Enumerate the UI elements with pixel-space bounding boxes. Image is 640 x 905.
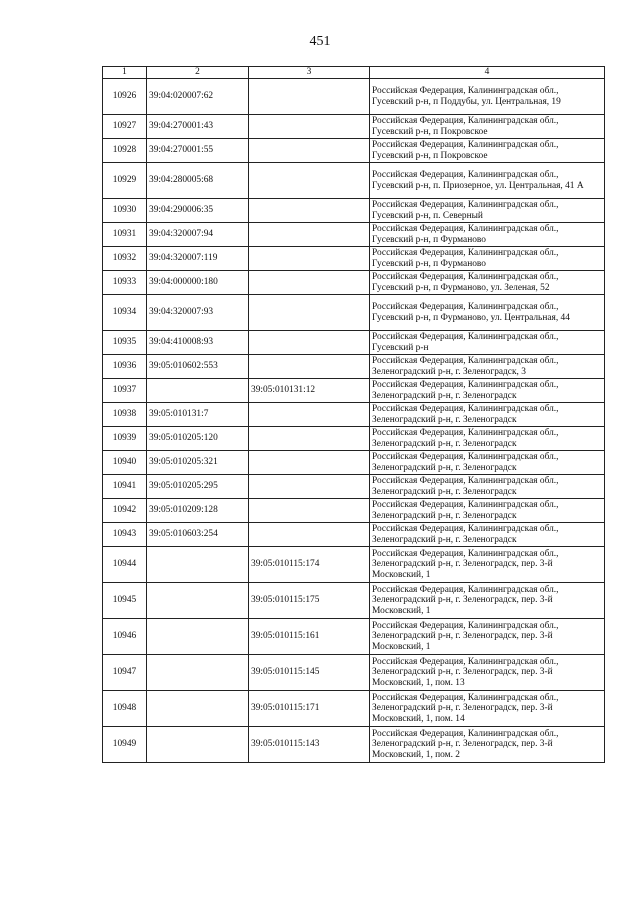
cadastral-number-col3: 39:05:010115:174 [249, 547, 370, 583]
table-row [103, 727, 605, 763]
cadastral-number-col2 [147, 691, 249, 727]
row-number: 10932 [103, 247, 147, 271]
table-row [103, 583, 605, 619]
row-number: 10927 [103, 115, 147, 139]
address-cell: Российская Федерация, Калининградская обл., Гусевский р-н, п Фурманово [370, 223, 605, 247]
table-row [103, 163, 605, 199]
table-row [103, 271, 605, 295]
cadastral-number-col3 [249, 79, 370, 115]
header-col-4: 4 [370, 67, 605, 79]
cadastral-number-col2: 39:04:410008:93 [147, 331, 249, 355]
cadastral-number-col3 [249, 427, 370, 451]
cadastral-number-col2: 39:04:000000:180 [147, 271, 249, 295]
row-number: 10934 [103, 295, 147, 331]
address-cell: Российская Федерация, Калининградская обл., Зеленоградский р-н, г. Зеленоградск, пер. 3-й Московский, 1 [370, 547, 605, 583]
cadastral-number-col3 [249, 295, 370, 331]
table-row [103, 655, 605, 691]
table-row [103, 139, 605, 163]
header-row [103, 67, 605, 79]
row-number: 10937 [103, 379, 147, 403]
row-number: 10945 [103, 583, 147, 619]
address-cell: Российская Федерация, Калининградская обл., Зеленоградский р-н, г. Зеленоградск [370, 379, 605, 403]
row-number: 10926 [103, 79, 147, 115]
row-number: 10938 [103, 403, 147, 427]
address-cell: Российская Федерация, Калининградская обл., Зеленоградский р-н, г. Зеленоградск, пер. 3-й Московский, 1, пом. 14 [370, 691, 605, 727]
row-number: 10947 [103, 655, 147, 691]
table-row [103, 223, 605, 247]
cadastral-number-col3 [249, 475, 370, 499]
address-cell: Российская Федерация, Калининградская обл., Гусевский р-н, п Фурманово [370, 247, 605, 271]
row-number: 10941 [103, 475, 147, 499]
table-row [103, 499, 605, 523]
table-row [103, 475, 605, 499]
cadastral-number-col3 [249, 451, 370, 475]
address-cell: Российская Федерация, Калининградская обл., Зеленоградский р-н, г. Зеленоградск [370, 499, 605, 523]
address-cell: Российская Федерация, Калининградская обл., Зеленоградский р-н, г. Зеленоградск [370, 427, 605, 451]
table-body [103, 79, 605, 763]
cadastral-number-col3: 39:05:010115:143 [249, 727, 370, 763]
address-cell: Российская Федерация, Калининградская обл., Гусевский р-н [370, 331, 605, 355]
address-cell: Российская Федерация, Калининградская обл., Гусевский р-н, п Поддубы, ул. Центральная, 19 [370, 79, 605, 115]
address-cell: Российская Федерация, Калининградская обл., Зеленоградский р-н, г. Зеленоградск, пер. 3-й Московский, 1, пом. 2 [370, 727, 605, 763]
table-row [103, 295, 605, 331]
cadastral-number-col3: 39:05:010115:171 [249, 691, 370, 727]
row-number: 10940 [103, 451, 147, 475]
address-cell: Российская Федерация, Калининградская обл., Зеленоградский р-н, г. Зеленоградск [370, 523, 605, 547]
row-number: 10931 [103, 223, 147, 247]
table-row [103, 115, 605, 139]
cadastral-number-col2 [147, 727, 249, 763]
address-cell: Российская Федерация, Калининградская обл., Зеленоградский р-н, г. Зеленоградск [370, 475, 605, 499]
cadastral-number-col3 [249, 163, 370, 199]
row-number: 10928 [103, 139, 147, 163]
address-cell: Российская Федерация, Калининградская обл., Гусевский р-н, п. Северный [370, 199, 605, 223]
cadastral-number-col3 [249, 139, 370, 163]
table-row [103, 355, 605, 379]
address-cell: Российская Федерация, Калининградская обл., Гусевский р-н, п Покровское [370, 115, 605, 139]
table-row [103, 523, 605, 547]
row-number: 10930 [103, 199, 147, 223]
cadastral-number-col3: 39:05:010131:12 [249, 379, 370, 403]
table-row [103, 547, 605, 583]
row-number: 10935 [103, 331, 147, 355]
cadastral-number-col2 [147, 547, 249, 583]
cadastral-number-col2: 39:04:020007:62 [147, 79, 249, 115]
table-row [103, 451, 605, 475]
row-number: 10949 [103, 727, 147, 763]
table-row [103, 199, 605, 223]
cadastral-number-col3 [249, 523, 370, 547]
row-number: 10944 [103, 547, 147, 583]
table-row [103, 331, 605, 355]
cadastral-number-col3 [249, 223, 370, 247]
cadastral-number-col2: 39:04:320007:93 [147, 295, 249, 331]
cadastral-number-col2: 39:04:280005:68 [147, 163, 249, 199]
table-row [103, 79, 605, 115]
cadastral-number-col3 [249, 355, 370, 379]
table-row [103, 403, 605, 427]
row-number: 10943 [103, 523, 147, 547]
address-cell: Российская Федерация, Калининградская обл., Зеленоградский р-н, г. Зеленоградск, пер. 3-й Московский, 1 [370, 619, 605, 655]
cadastral-number-col2: 39:05:010205:120 [147, 427, 249, 451]
cadastral-number-col3 [249, 499, 370, 523]
header-col-1: 1 [103, 67, 147, 79]
cadastral-number-col2 [147, 583, 249, 619]
cadastral-number-col3: 39:05:010115:161 [249, 619, 370, 655]
cadastral-number-col2: 39:05:010209:128 [147, 499, 249, 523]
row-number: 10948 [103, 691, 147, 727]
cadastral-number-col2: 39:04:290006:35 [147, 199, 249, 223]
cadastral-number-col2: 39:04:270001:43 [147, 115, 249, 139]
row-number: 10942 [103, 499, 147, 523]
cadastral-number-col2 [147, 619, 249, 655]
address-cell: Российская Федерация, Калининградская обл., Гусевский р-н, п Покровское [370, 139, 605, 163]
row-number: 10933 [103, 271, 147, 295]
address-cell: Российская Федерация, Калининградская обл., Гусевский р-н, п Фурманово, ул. Центральная, 44 [370, 295, 605, 331]
cadastral-number-col3: 39:05:010115:145 [249, 655, 370, 691]
row-number: 10929 [103, 163, 147, 199]
cadastral-number-col2: 39:05:010602:553 [147, 355, 249, 379]
address-cell: Российская Федерация, Калининградская обл., Гусевский р-н, п Фурманово, ул. Зеленая, 52 [370, 271, 605, 295]
row-number: 10939 [103, 427, 147, 451]
cadastral-number-col3 [249, 331, 370, 355]
header-col-2: 2 [147, 67, 249, 79]
address-cell: Российская Федерация, Калининградская обл., Зеленоградский р-н, г. Зеленоградск, пер. 3-й Московский, 1 [370, 583, 605, 619]
cadastral-number-col2: 39:05:010205:321 [147, 451, 249, 475]
row-number: 10946 [103, 619, 147, 655]
page-number: 451 [309, 34, 331, 49]
cadastral-number-col3: 39:05:010115:175 [249, 583, 370, 619]
cadastral-number-col3 [249, 199, 370, 223]
cadastral-number-col2: 39:04:320007:94 [147, 223, 249, 247]
cadastral-number-col2: 39:04:320007:119 [147, 247, 249, 271]
header-col-3: 3 [249, 67, 370, 79]
cadastral-number-col2: 39:05:010603:254 [147, 523, 249, 547]
cadastral-number-col3 [249, 115, 370, 139]
address-cell: Российская Федерация, Калининградская обл., Зеленоградский р-н, г. Зеленоградск [370, 403, 605, 427]
table-row [103, 379, 605, 403]
table-row [103, 247, 605, 271]
cadastral-number-col3 [249, 403, 370, 427]
cadastral-number-col2: 39:05:010205:295 [147, 475, 249, 499]
table-row [103, 619, 605, 655]
registry-table [102, 66, 605, 763]
cadastral-number-col3 [249, 271, 370, 295]
cadastral-number-col2: 39:05:010131:7 [147, 403, 249, 427]
cadastral-number-col2 [147, 655, 249, 691]
table-row [103, 691, 605, 727]
address-cell: Российская Федерация, Калининградская обл., Зеленоградский р-н, г. Зеленоградск [370, 451, 605, 475]
row-number: 10936 [103, 355, 147, 379]
address-cell: Российская Федерация, Калининградская обл., Зеленоградский р-н, г. Зеленоградск, пер. 3-й Московский, 1, пом. 13 [370, 655, 605, 691]
address-cell: Российская Федерация, Калининградская обл., Зеленоградский р-н, г. Зеленоградск, 3 [370, 355, 605, 379]
cadastral-number-col2 [147, 379, 249, 403]
address-cell: Российская Федерация, Калининградская обл., Гусевский р-н, п. Приозерное, ул. Центральная, 41 А [370, 163, 605, 199]
cadastral-number-col3 [249, 247, 370, 271]
table-row [103, 427, 605, 451]
cadastral-number-col2: 39:04:270001:55 [147, 139, 249, 163]
